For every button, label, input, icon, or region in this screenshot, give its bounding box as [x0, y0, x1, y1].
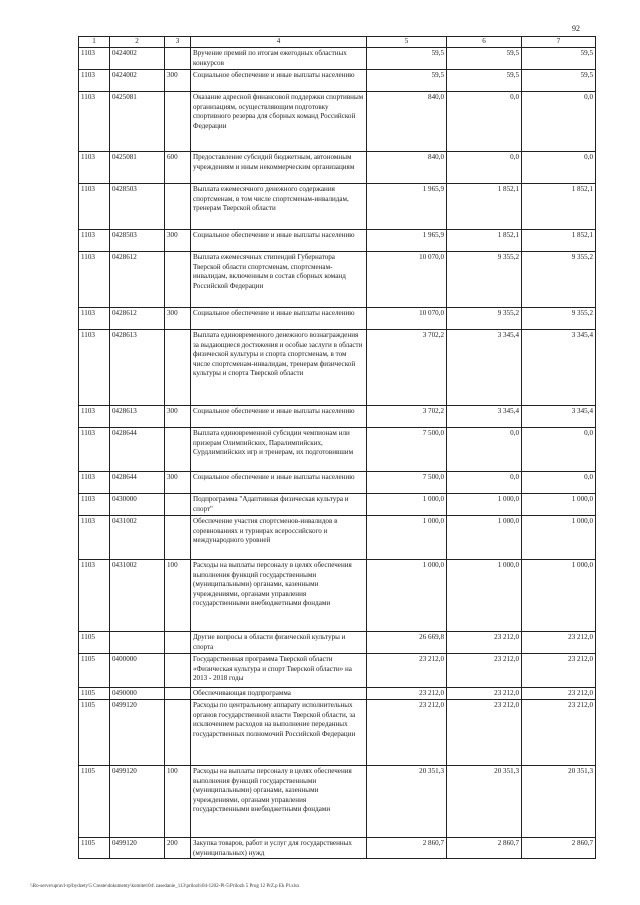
cell-v7: 23 212,0: [522, 632, 596, 654]
cell-v6: 0,0: [447, 92, 522, 152]
cell-v5: 10 070,0: [367, 252, 447, 308]
table-row: [79, 516, 596, 560]
cell-c2: 0425081: [110, 152, 165, 184]
cell-v6: 3 345,4: [447, 330, 522, 406]
cell-c3: 200: [165, 838, 191, 859]
cell-v7: 20 351,3: [522, 766, 596, 838]
cell-name: Обеспечение участия спортсменов-инвалидов в соревнованиях и турнирах всероссийского и международного уровней: [191, 516, 367, 560]
cell-name: Социальное обеспечение и иные выплаты населению: [191, 308, 367, 330]
table-row: [79, 654, 596, 688]
cell-c2: 0428613: [110, 330, 165, 406]
table-row: [79, 48, 596, 70]
cell-v6: 0,0: [447, 152, 522, 184]
cell-v7: 23 212,0: [522, 654, 596, 688]
cell-v5: 7 500,0: [367, 472, 447, 494]
table-row: [79, 152, 596, 184]
cell-v5: 7 500,0: [367, 428, 447, 472]
cell-c2: 0430000: [110, 494, 165, 516]
cell-v5: 1 000,0: [367, 494, 447, 516]
cell-v5: 1 965,9: [367, 184, 447, 230]
cell-c1: 1105: [79, 838, 110, 859]
cell-c3: [165, 92, 191, 152]
cell-v6: 59,5: [447, 70, 522, 92]
cell-c2: [110, 632, 165, 654]
cell-c3: [165, 184, 191, 230]
cell-c1: 1103: [79, 230, 110, 252]
cell-v5: 26 669,8: [367, 632, 447, 654]
table-row: [79, 700, 596, 766]
cell-v5: 1 000,0: [367, 516, 447, 560]
cell-v5: 59,5: [367, 48, 447, 70]
table-row: [79, 308, 596, 330]
cell-c3: [165, 428, 191, 472]
cell-c3: [165, 654, 191, 688]
cell-c2: 0490000: [110, 688, 165, 700]
cell-v6: 1 000,0: [447, 516, 522, 560]
cell-c3: [165, 632, 191, 654]
cell-name: Государственная программа Тверской области «Физическая культура и спорт Тверской области» на 2013 - 2018 годы: [191, 654, 367, 688]
table-row: [79, 252, 596, 308]
cell-v5: 1 965,9: [367, 230, 447, 252]
cell-name: Выплата ежемесячного денежного содержания спортсменам, в том числе спортсменам-инвалидам, тренерам Тверской области: [191, 184, 367, 230]
cell-name: Выплата ежемесячных стипендий Губернатора Тверской области спортсменам, спортсменам-инвалидам, включенным в состав сборных команд Российской Федерации: [191, 252, 367, 308]
table-row: [79, 632, 596, 654]
cell-v5: 23 212,0: [367, 654, 447, 688]
cell-c3: [165, 330, 191, 406]
cell-c2: 0428613: [110, 406, 165, 428]
table-row: [79, 766, 596, 838]
cell-v6: 23 212,0: [447, 654, 522, 688]
cell-v7: 0,0: [522, 92, 596, 152]
column-header: 1: [79, 37, 110, 48]
cell-c1: 1105: [79, 632, 110, 654]
cell-name: Социальное обеспечение и иные выплаты населению: [191, 70, 367, 92]
cell-c3: 300: [165, 472, 191, 494]
cell-c1: 1105: [79, 766, 110, 838]
column-header: 3: [165, 37, 191, 48]
cell-c3: [165, 494, 191, 516]
cell-v6: 3 345,4: [447, 406, 522, 428]
cell-c1: 1103: [79, 406, 110, 428]
cell-v6: 20 351,3: [447, 766, 522, 838]
cell-v7: 59,5: [522, 48, 596, 70]
file-path-footer: \\Ro-serve\upravl-rp\bydzety\5 Create\dokumenty\komitet\04\ zasedanie_113\prilozh\04-1202-Pl-5\Prilozh 5 Prog 12 PrZ.p Ek Pl.xlsx: [30, 884, 300, 889]
cell-c1: 1105: [79, 700, 110, 766]
cell-c1: 1103: [79, 252, 110, 308]
cell-name: Расходы на выплаты персоналу в целях обеспечения выполнения функций государственными (муниципальными) органами, казенными учреждениями, органами управления государственными внебюджетными фондами: [191, 560, 367, 632]
cell-c2: 0431002: [110, 560, 165, 632]
cell-v6: 0,0: [447, 472, 522, 494]
cell-name: Социальное обеспечение и иные выплаты населению: [191, 472, 367, 494]
cell-c1: 1103: [79, 330, 110, 406]
cell-c2: 0499120: [110, 766, 165, 838]
table-row: [79, 330, 596, 406]
cell-name: Подпрограмма "Адаптивная физическая культура и спорт": [191, 494, 367, 516]
cell-name: Расходы по центральному аппарату исполнительных органов государственной власти Тверской области, за исключением расходов на выполнение переданных государственных полномочий Российской Федерации: [191, 700, 367, 766]
cell-v7: 1 000,0: [522, 494, 596, 516]
cell-c2: 0499120: [110, 838, 165, 859]
cell-name: Социальное обеспечение и иные выплаты населению: [191, 406, 367, 428]
cell-c2: 0428644: [110, 472, 165, 494]
cell-v5: 59,5: [367, 70, 447, 92]
cell-v7: 9 355,2: [522, 252, 596, 308]
cell-v5: 1 000,0: [367, 560, 447, 632]
cell-c3: 100: [165, 766, 191, 838]
cell-v5: 10 070,0: [367, 308, 447, 330]
cell-v5: 2 860,7: [367, 838, 447, 859]
cell-c3: [165, 252, 191, 308]
cell-v6: 23 212,0: [447, 632, 522, 654]
cell-v5: 840,0: [367, 152, 447, 184]
cell-name: Расходы на выплаты персоналу в целях обеспечения выполнения функций государственными (муниципальными) органами, казенными учреждениями, органами управления государственными внебюджетными фондами: [191, 766, 367, 838]
cell-v7: 0,0: [522, 428, 596, 472]
cell-c2: 0428503: [110, 230, 165, 252]
cell-c1: 1103: [79, 48, 110, 70]
cell-c2: 0425081: [110, 92, 165, 152]
cell-c1: 1103: [79, 472, 110, 494]
cell-c2: 0400000: [110, 654, 165, 688]
cell-v5: 840,0: [367, 92, 447, 152]
table-row: [79, 688, 596, 700]
cell-v5: 3 702,2: [367, 330, 447, 406]
cell-c1: 1103: [79, 152, 110, 184]
table-row: [79, 428, 596, 472]
cell-v7: 0,0: [522, 152, 596, 184]
cell-v6: 9 355,2: [447, 308, 522, 330]
cell-v7: 23 212,0: [522, 700, 596, 766]
cell-name: Вручение премий по итогам ежегодных областных конкурсов: [191, 48, 367, 70]
cell-name: Другие вопросы в области физической культуры и спорта: [191, 632, 367, 654]
cell-v7: 1 000,0: [522, 516, 596, 560]
cell-v7: 59,5: [522, 70, 596, 92]
table-row: [79, 560, 596, 632]
cell-v6: 1 852,1: [447, 230, 522, 252]
cell-v7: 3 345,4: [522, 406, 596, 428]
cell-v6: 1 000,0: [447, 494, 522, 516]
cell-v6: 23 212,0: [447, 688, 522, 700]
cell-name: Выплата единовременного денежного вознаграждения за выдающиеся достижения и особые заслуги в области физической культуры и спорта спортсменам, в том числе спортсменам-инвалидам, тренерам физической культуры и спорта Тверской области: [191, 330, 367, 406]
cell-v6: 1 852,1: [447, 184, 522, 230]
cell-c3: 300: [165, 230, 191, 252]
cell-v7: 23 212,0: [522, 688, 596, 700]
table-row: [79, 494, 596, 516]
cell-v5: 20 351,3: [367, 766, 447, 838]
table-row: [79, 92, 596, 152]
table-row: [79, 70, 596, 92]
cell-c3: 100: [165, 560, 191, 632]
column-header: 7: [522, 37, 596, 48]
cell-c3: 300: [165, 308, 191, 330]
cell-c2: 0431002: [110, 516, 165, 560]
cell-name: Закупка товаров, работ и услуг для государственных (муниципальных) нужд: [191, 838, 367, 859]
cell-v5: 23 212,0: [367, 688, 447, 700]
cell-v7: 2 860,7: [522, 838, 596, 859]
cell-v6: 2 860,7: [447, 838, 522, 859]
page-number: 92: [572, 24, 580, 33]
cell-c1: 1103: [79, 516, 110, 560]
column-header: 6: [447, 37, 522, 48]
cell-name: Обеспечивающая подпрограмма: [191, 688, 367, 700]
column-header: 5: [367, 37, 447, 48]
column-header: 2: [110, 37, 165, 48]
cell-c1: 1105: [79, 654, 110, 688]
table-row: [79, 230, 596, 252]
cell-c2: 0499120: [110, 700, 165, 766]
cell-v6: 1 000,0: [447, 560, 522, 632]
cell-name: Оказание адресной финансовой поддержки спортивным организациям, осуществляющим подготовку спортивного резерва для сборных команд Российской Федерации: [191, 92, 367, 152]
cell-name: Предоставление субсидий бюджетным, автономным учреждениям и иным некоммерческим организациям: [191, 152, 367, 184]
cell-c3: 300: [165, 70, 191, 92]
cell-c3: 600: [165, 152, 191, 184]
cell-c1: 1103: [79, 560, 110, 632]
cell-v6: 59,5: [447, 48, 522, 70]
cell-v7: 1 000,0: [522, 560, 596, 632]
column-header: 4: [191, 37, 367, 48]
cell-v6: 9 355,2: [447, 252, 522, 308]
cell-c3: [165, 516, 191, 560]
cell-c1: 1103: [79, 184, 110, 230]
cell-c1: 1103: [79, 428, 110, 472]
cell-c1: 1103: [79, 70, 110, 92]
cell-c3: [165, 700, 191, 766]
cell-c2: 0424002: [110, 70, 165, 92]
cell-c3: [165, 48, 191, 70]
cell-v5: 23 212,0: [367, 700, 447, 766]
table-row: [79, 184, 596, 230]
table-row: [79, 838, 596, 859]
cell-c2: 0428503: [110, 184, 165, 230]
cell-v5: 3 702,2: [367, 406, 447, 428]
cell-v7: 1 852,1: [522, 230, 596, 252]
budget-table: [78, 36, 596, 859]
cell-name: Выплата единовременной субсидии чемпионам или призерам Олимпийских, Паралимпийских, Сурдлимпийских игр и тренерам, их подготовившим: [191, 428, 367, 472]
cell-c2: 0428612: [110, 308, 165, 330]
cell-v6: 23 212,0: [447, 700, 522, 766]
cell-c1: 1103: [79, 494, 110, 516]
cell-c3: [165, 688, 191, 700]
cell-c2: 0428644: [110, 428, 165, 472]
header-row: [79, 37, 596, 48]
cell-c1: 1103: [79, 92, 110, 152]
table-row: [79, 472, 596, 494]
cell-c2: 0428612: [110, 252, 165, 308]
cell-name: Социальное обеспечение и иные выплаты населению: [191, 230, 367, 252]
cell-c2: 0424002: [110, 48, 165, 70]
cell-v7: 9 355,2: [522, 308, 596, 330]
cell-v6: 0,0: [447, 428, 522, 472]
table-row: [79, 406, 596, 428]
cell-c3: 300: [165, 406, 191, 428]
cell-c1: 1105: [79, 688, 110, 700]
cell-v7: 0,0: [522, 472, 596, 494]
cell-v7: 1 852,1: [522, 184, 596, 230]
cell-v7: 3 345,4: [522, 330, 596, 406]
cell-c1: 1103: [79, 308, 110, 330]
